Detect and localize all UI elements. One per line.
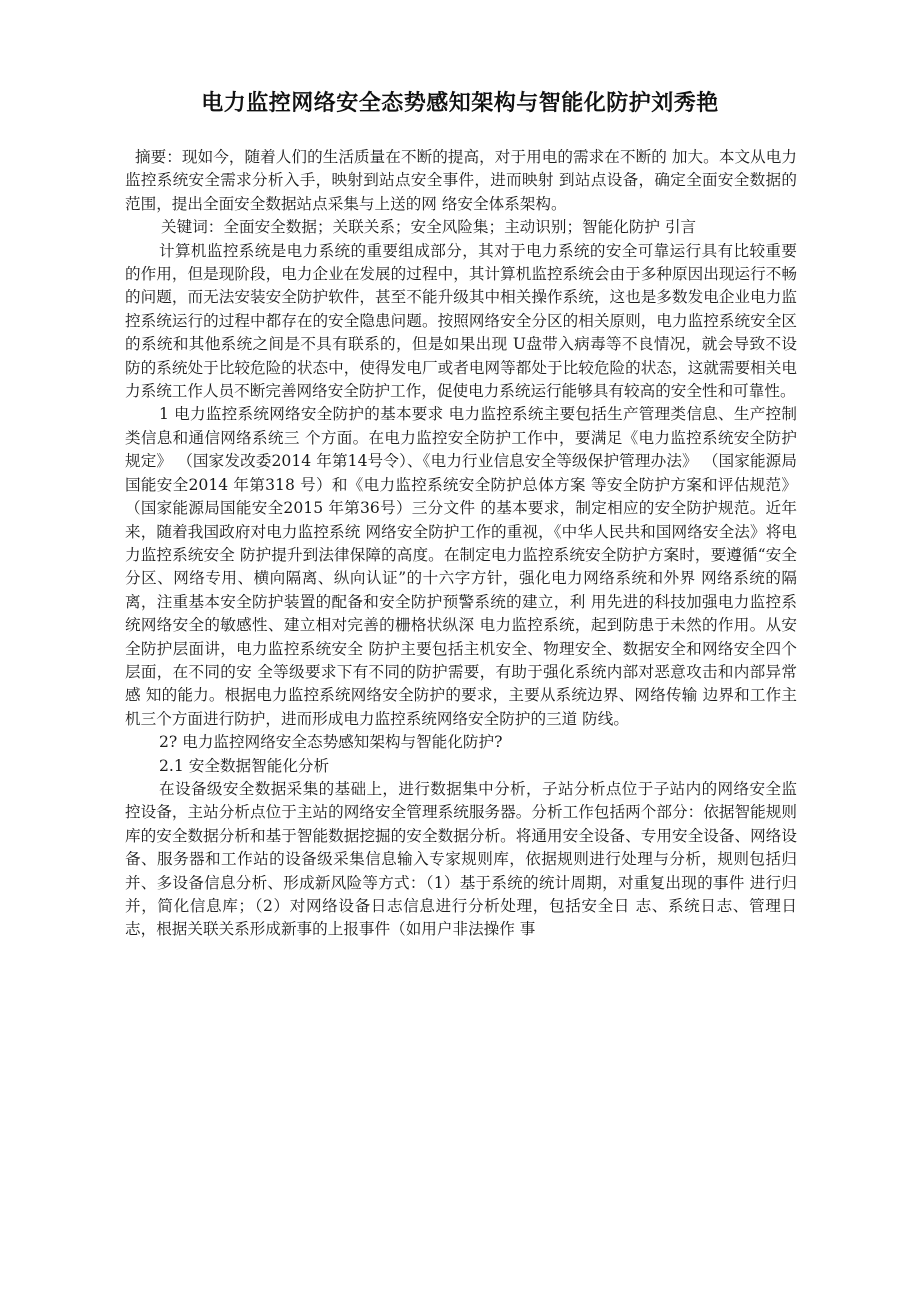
document-body (125, 146, 797, 942)
keywords-paragraph: 关键词：全面安全数据；关联关系；安全风险集；主动识别；智能化防护 引言 (161, 218, 697, 237)
section-2-1-heading: 2.1 安全数据智能化分析 (159, 756, 330, 775)
intro-paragraph: 计算机监控系统是电力系统的重要组成部分，其对于电力系统的安全可靠运行具有比较重要的作用，但是现阶段，电力企业在发展的过程中，其计算机监控系统会由于多种原因出现运行不畅的问题，而无法安装安全防护软件，甚至不能升级其中相关操作系统，这也是多数发电企业电力监控系统运行的过程中都存在的安全隐患问题。按照网络安全分区的相关原则，电力监控系统安全区的系统和其他系统之间是不具有联系的，但是如果出现 U盘带入病毒等不良情况，就会导致不设防的系统处于比较危险的状态中，使得发电厂或者电网等都处于比较危险的状态，这就需要相关电力系统工作人员不断完善网络安全防护工作，促使电力系统运行能够具有较高的安全性和可靠性。 (125, 241, 797, 401)
document-title: 电力监控网络安全态势感知架构与智能化防护刘秀艳 (201, 91, 719, 116)
section-1-paragraph: 1 电力监控系统网络安全防护的基本要求 电力监控系统主要包括生产管理类信息、生产控制类信息和通信网络系统三 个方面。在电力监控安全防护工作中，要满足《电力监控系统安全防护规定》 （国家发改委2014 年第14号令）、《电力行业信息安全等级保护管理办法》 （国家能源局国能安全2014 年第318 号）和《电力监控系统安全防护总体方案 等安全防护方案和评估规范》（国家能源局国能安全2015 年第36号）三分文件 的基本要求，制定相应的安全防护规范。近年来，随着我国政府对电力监控系统 网络安全防护工作的重视，《中华人民共和国网络安全法》将电力监控系统安全 防护提升到法律保障的高度。在制定电力监控系统安全防护方案时，要遵循“安全 分区、网络专用、横向隔离、纵向认证”的十六字方针，强化电力网络系统和外界 网络系统的隔离，注重基本安全防护装置的配备和安全防护预警系统的建立，利 用先进的科技加强电力监控系统网络安全的敏感性、建立相对完善的栅格状纵深 电力监控系统，起到防患于未然的作用。从安全防护层面讲，电力监控系统安全 防护主要包括主机安全、物理安全、数据安全和网络安全四个层面，在不同的安 全等级要求下有不同的防护需要，有助于强化系统内部对恶意攻击和内部异常感 知的能力。根据电力监控系统网络安全防护的要求，主要从系统边界、网络传输 边界和工作主机三个方面进行防护，进而形成电力监控系统网络安全防护的三道 防线。 (125, 405, 797, 728)
abstract-paragraph: 摘要：现如今，随着人们的生活质量在不断的提高，对于用电的需求在不断的 加大。本文从电力监控系统安全需求分析入手，映射到站点安全事件，进而映射 到站点设备，确定全面安全数据的范围，提出全面安全数据站点采集与上送的网 络安全体系架构。 (125, 148, 797, 213)
section-2-1-paragraph: 在设备级安全数据采集的基础上，进行数据集中分析，子站分析点位于子站内的网络安全监控设备，主站分析点位于主站的网络安全管理系统服务器。分析工作包括两个部分：依据智能规则库的安全数据分析和基于智能数据挖掘的安全数据分析。将通用安全设备、专用安全设备、网络设备、服务器和工作站的设备级采集信息输入专家规则库，依据规则进行处理与分析，规则包括归并、多设备信息分析、形成新风险等方式：（1）基于系统的统计周期，对重复出现的事件 进行归并，简化信息库；（2）对网络设备日志信息进行分析处理，包括安全日 志、系统日志、管理日志，根据关联关系形成新事的上报事件（如用户非法操作 事 (125, 779, 797, 939)
section-2-heading: 2? 电力监控网络安全态势感知架构与智能化防护? (159, 733, 503, 752)
